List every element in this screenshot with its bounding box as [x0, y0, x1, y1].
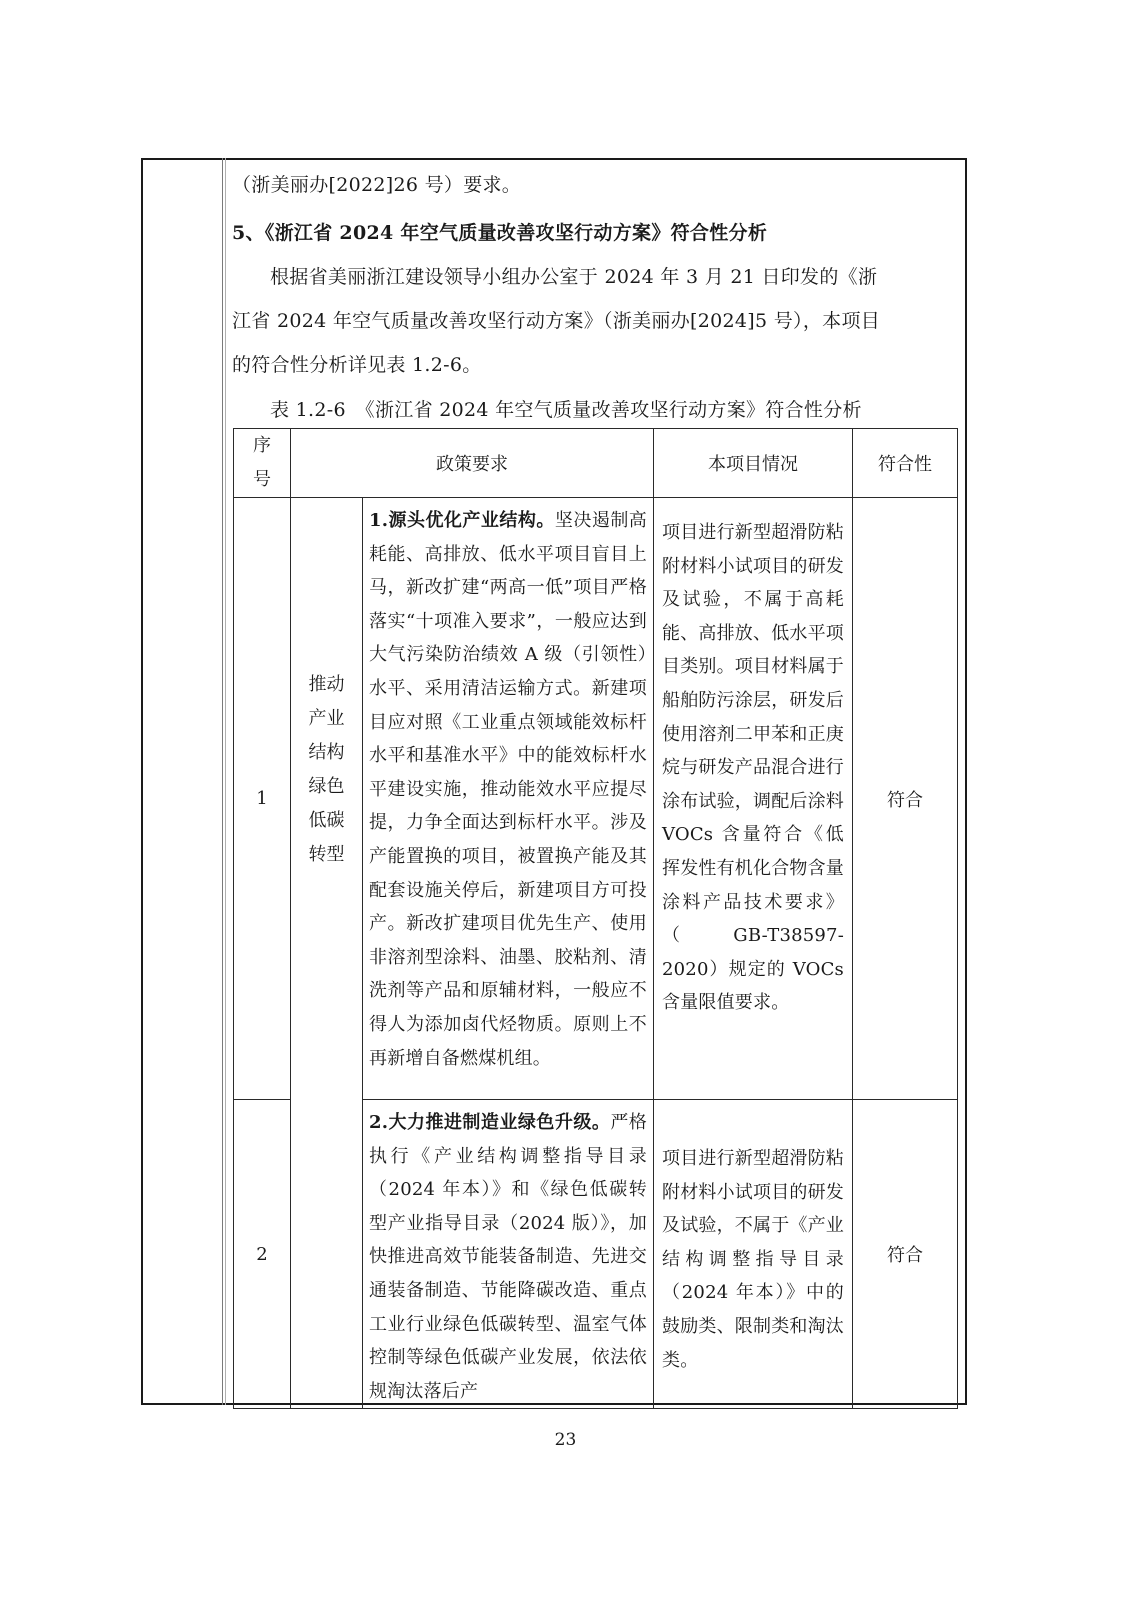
frame-column-divider-inner — [225, 158, 226, 1405]
page-number: 23 — [554, 1430, 577, 1450]
policy-body: 坚决遏制高耗能、高排放、低水平项目盲目上马，新改扩建“两高一低”项目严格落实“十项准入要求”，一般应达到大气污染防治绩效 A 级（引领性）水平、采用清洁运输方式。新建项目应对照《工业重点领域能效标杆水平和基准水平》中的能效标杆水平建设实施，推动能效水平应提尽提，力争全面达到标杆水平。涉及产能置换的项目，被置换产能及其配套设施关停后，新建项目方可投产。新改扩建项目优先生产、使用非溶剂型涂料、油墨、胶粘剂、清洗剂等产品和原辅材料，一般应不得人为添加卤代烃物质。原则上不再新增自备燃煤机组。 — [369, 510, 648, 1069]
policy-title: 1.源头优化产业结构。 — [369, 510, 555, 531]
policy-cell — [363, 498, 654, 1100]
project-cell: 项目进行新型超滑防粘附材料小试项目的研发及试验，不属于高耗能、高排放、低水平项目类别。项目材料属于船舶防污涂层，研发后使用溶剂二甲苯和正庚烷与研发产品混合进行涂布试验，调配后涂料 VOCs 含量符合《低挥发性有机化合物含量涂料产品技术要求》（GB-T38597-2020）规定的 VOCs 含量限值要求。 — [654, 498, 853, 1100]
policy-title: 2.大力推进制造业绿色升级。 — [369, 1112, 611, 1133]
header-policy: 政策要求 — [291, 429, 654, 498]
policy-conformity-table — [233, 428, 958, 1409]
row-seq: 1 — [234, 498, 291, 1100]
project-cell: 项目进行新型超滑防粘附材料小试项目的研发及试验，不属于《产业结构调整指导目录（2024 年本）》中的鼓励类、限制类和淘汰类。 — [654, 1100, 853, 1409]
row-seq: 2 — [234, 1100, 291, 1409]
policy-cell — [363, 1100, 654, 1409]
conformity-cell: 符合 — [853, 1100, 958, 1409]
category-cell — [291, 498, 363, 1409]
table-caption: 表 1.2-6 《浙江省 2024 年空气质量改善攻坚行动方案》符合性分析 — [270, 399, 862, 421]
paragraph-line-1: 根据省美丽浙江建设领导小组办公室于 2024 年 3 月 21 日印发的《浙 — [270, 266, 878, 288]
paragraph-line-2: 江省 2024 年空气质量改善攻坚行动方案》（浙美丽办[2024]5 号），本项目 — [232, 310, 881, 332]
header-project: 本项目情况 — [654, 429, 853, 498]
frame-column-divider — [222, 158, 223, 1405]
table-row — [234, 498, 958, 1100]
intro-line: （浙美丽办[2022]26 号）要求。 — [232, 174, 522, 196]
policy-body: 严格执行《产业结构调整指导目录（2024 年本）》和《绿色低碳转型产业指导目录（2024 版）》，加快推进高效节能装备制造、先进交通装备制造、节能降碳改造、重点工业行业绿色低碳转型、温室气体控制等绿色低碳产业发展，依法依规淘汰落后产 — [369, 1112, 647, 1402]
header-seq-line2: 号 — [253, 469, 271, 490]
conformity-cell: 符合 — [853, 498, 958, 1100]
table-header-row — [234, 429, 958, 498]
header-conformity: 符合性 — [853, 429, 958, 498]
header-seq-line1: 序 — [253, 435, 271, 456]
category-text: 推动产业结构绿色低碳转型 — [308, 674, 345, 865]
section-heading: 5、《浙江省 2024 年空气质量改善攻坚行动方案》符合性分析 — [232, 222, 768, 244]
header-seq — [234, 429, 291, 498]
paragraph-line-3: 的符合性分析详见表 1.2-6。 — [232, 354, 482, 376]
